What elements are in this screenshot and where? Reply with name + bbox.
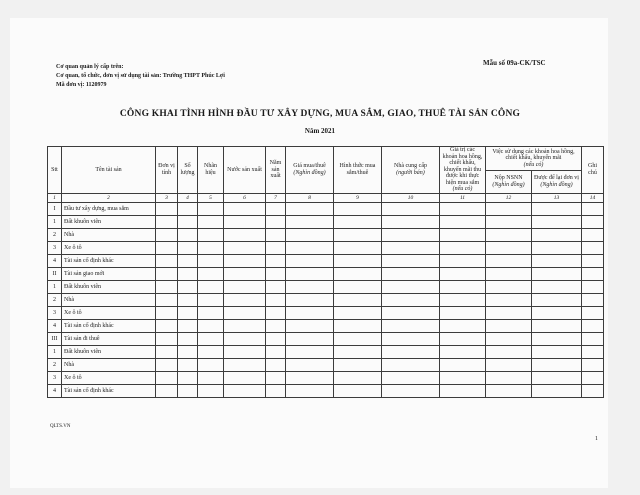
empty-cell: [224, 280, 266, 293]
empty-cell: [334, 358, 382, 371]
empty-cell: [224, 345, 266, 358]
empty-cell: [198, 215, 224, 228]
empty-cell: [156, 306, 178, 319]
row-asset-name: Nhà: [62, 358, 156, 371]
empty-cell: [440, 202, 486, 215]
empty-cell: [486, 254, 532, 267]
row-stt: II: [48, 267, 62, 280]
table-row: [48, 280, 604, 293]
empty-cell: [266, 371, 286, 384]
empty-cell: [178, 267, 198, 280]
empty-cell: [532, 215, 582, 228]
empty-cell: [198, 241, 224, 254]
empty-cell: [382, 319, 440, 332]
empty-cell: [198, 293, 224, 306]
empty-cell: [532, 319, 582, 332]
col-keep-unit: (Nghìn đồng): [540, 181, 573, 188]
empty-cell: [440, 241, 486, 254]
empty-cell: [286, 319, 334, 332]
empty-cell: [532, 358, 582, 371]
col-price: [286, 147, 334, 194]
col-country: Nước sản xuất: [224, 147, 266, 194]
empty-cell: [440, 332, 486, 345]
empty-cell: [266, 306, 286, 319]
empty-cell: [286, 371, 334, 384]
empty-cell: [440, 215, 486, 228]
empty-cell: [224, 319, 266, 332]
empty-cell: [486, 332, 532, 345]
empty-cell: [156, 345, 178, 358]
empty-cell: [198, 306, 224, 319]
empty-cell: [266, 254, 286, 267]
empty-cell: [156, 228, 178, 241]
empty-cell: [156, 215, 178, 228]
column-number: 3: [156, 193, 178, 202]
table-row: [48, 332, 604, 345]
empty-cell: [440, 280, 486, 293]
empty-cell: [582, 384, 604, 397]
empty-cell: [382, 293, 440, 306]
row-stt: 3: [48, 371, 62, 384]
empty-cell: [486, 241, 532, 254]
column-number: 8: [286, 193, 334, 202]
empty-cell: [198, 345, 224, 358]
empty-cell: [486, 280, 532, 293]
empty-cell: [224, 228, 266, 241]
page-number: 1: [595, 436, 598, 442]
table-row: [48, 215, 604, 228]
empty-cell: [198, 202, 224, 215]
empty-cell: [266, 293, 286, 306]
row-asset-name: Tài sản cố định khác: [62, 254, 156, 267]
empty-cell: [266, 280, 286, 293]
empty-cell: [382, 228, 440, 241]
col-nsnn: [486, 170, 532, 193]
empty-cell: [224, 384, 266, 397]
empty-cell: [286, 254, 334, 267]
empty-cell: [178, 293, 198, 306]
empty-cell: [286, 241, 334, 254]
empty-cell: [440, 384, 486, 397]
row-asset-name: Đất khuôn viên: [62, 280, 156, 293]
empty-cell: [286, 228, 334, 241]
col-supplier-note: (người bán): [396, 169, 425, 176]
empty-cell: [178, 358, 198, 371]
empty-cell: [382, 332, 440, 345]
empty-cell: [532, 202, 582, 215]
table-row: [48, 306, 604, 319]
document-title: CÔNG KHAI TÌNH HÌNH ĐẦU TƯ XÂY DỰNG, MUA SẮM, GIAO, THUÊ TÀI SẢN CÔNG: [119, 109, 521, 119]
table-row: [48, 371, 604, 384]
empty-cell: [440, 319, 486, 332]
empty-cell: [178, 202, 198, 215]
empty-cell: [198, 371, 224, 384]
empty-cell: [286, 306, 334, 319]
row-asset-name: Nhà: [62, 293, 156, 306]
empty-cell: [334, 202, 382, 215]
col-value-note: (nếu có): [452, 186, 473, 192]
row-stt: I: [48, 202, 62, 215]
empty-cell: [382, 267, 440, 280]
empty-cell: [198, 384, 224, 397]
empty-cell: [178, 280, 198, 293]
col-method: Hình thức mua sắm/thuê: [334, 147, 382, 194]
parent-agency-line: Cơ quan quản lý cấp trên:: [56, 64, 124, 70]
empty-cell: [582, 345, 604, 358]
empty-cell: [178, 254, 198, 267]
col-value: [440, 147, 486, 194]
empty-cell: [582, 228, 604, 241]
row-stt: 1: [48, 215, 62, 228]
column-number: 6: [224, 193, 266, 202]
row-asset-name: Đầu tư xây dựng, mua sắm: [62, 202, 156, 215]
table-body: [48, 193, 604, 397]
empty-cell: [582, 293, 604, 306]
empty-cell: [178, 345, 198, 358]
empty-cell: [286, 202, 334, 215]
row-asset-name: Xe ô tô: [62, 241, 156, 254]
col-brand: Nhãn hiệu: [198, 147, 224, 194]
empty-cell: [156, 332, 178, 345]
empty-cell: [198, 358, 224, 371]
empty-cell: [224, 293, 266, 306]
row-stt: III: [48, 332, 62, 345]
row-stt: 4: [48, 254, 62, 267]
empty-cell: [382, 202, 440, 215]
row-asset-name: Tài sản cố định khác: [62, 319, 156, 332]
empty-cell: [198, 332, 224, 345]
empty-cell: [486, 319, 532, 332]
empty-cell: [178, 319, 198, 332]
col-unit: Đơn vị tính: [156, 147, 178, 194]
empty-cell: [582, 319, 604, 332]
empty-cell: [532, 280, 582, 293]
empty-cell: [532, 371, 582, 384]
empty-cell: [334, 241, 382, 254]
empty-cell: [266, 319, 286, 332]
empty-cell: [224, 215, 266, 228]
col-price-label: Giá mua/thuê: [293, 163, 326, 170]
empty-cell: [486, 215, 532, 228]
empty-cell: [266, 215, 286, 228]
empty-cell: [266, 358, 286, 371]
table-row: [48, 384, 604, 397]
empty-cell: [382, 215, 440, 228]
empty-cell: [582, 267, 604, 280]
empty-cell: [334, 228, 382, 241]
empty-cell: [440, 306, 486, 319]
column-number: 13: [532, 193, 582, 202]
empty-cell: [582, 254, 604, 267]
empty-cell: [156, 280, 178, 293]
table-row: [48, 254, 604, 267]
empty-cell: [286, 293, 334, 306]
col-nsnn-label: Nộp NSNN: [494, 175, 523, 181]
empty-cell: [486, 384, 532, 397]
empty-cell: [156, 202, 178, 215]
empty-cell: [178, 332, 198, 345]
empty-cell: [224, 332, 266, 345]
empty-cell: [582, 332, 604, 345]
empty-cell: [532, 228, 582, 241]
column-number: 14: [582, 193, 604, 202]
empty-cell: [156, 371, 178, 384]
document-year: Năm 2021: [304, 127, 336, 135]
empty-cell: [334, 293, 382, 306]
empty-cell: [486, 371, 532, 384]
empty-cell: [224, 254, 266, 267]
empty-cell: [178, 371, 198, 384]
column-number: 2: [62, 193, 156, 202]
col-stt: Stt: [48, 147, 62, 194]
empty-cell: [266, 202, 286, 215]
row-stt: 1: [48, 280, 62, 293]
asset-table: [47, 146, 604, 398]
empty-cell: [286, 280, 334, 293]
col-price-unit: (Nghìn đồng): [293, 169, 326, 176]
empty-cell: [286, 358, 334, 371]
empty-cell: [440, 358, 486, 371]
empty-cell: [178, 384, 198, 397]
empty-cell: [382, 254, 440, 267]
col-supplier: [382, 147, 440, 194]
row-stt: 1: [48, 345, 62, 358]
col-usage: [486, 147, 582, 171]
empty-cell: [334, 254, 382, 267]
empty-cell: [486, 228, 532, 241]
empty-cell: [582, 371, 604, 384]
empty-cell: [486, 345, 532, 358]
col-name: Tên tài sản: [62, 147, 156, 194]
row-asset-name: Đất khuôn viên: [62, 345, 156, 358]
column-number: 4: [178, 193, 198, 202]
empty-cell: [334, 345, 382, 358]
table-row: [48, 202, 604, 215]
empty-cell: [582, 306, 604, 319]
empty-cell: [334, 371, 382, 384]
row-asset-name: Tài sản đi thuê: [62, 332, 156, 345]
col-keep: [532, 170, 582, 193]
empty-cell: [440, 228, 486, 241]
empty-cell: [178, 241, 198, 254]
empty-cell: [486, 358, 532, 371]
empty-cell: [266, 241, 286, 254]
empty-cell: [486, 267, 532, 280]
empty-cell: [334, 267, 382, 280]
empty-cell: [198, 280, 224, 293]
empty-cell: [382, 306, 440, 319]
empty-cell: [224, 267, 266, 280]
table-row: [48, 345, 604, 358]
empty-cell: [334, 280, 382, 293]
col-note: Ghi chú: [582, 147, 604, 194]
row-stt: 4: [48, 319, 62, 332]
empty-cell: [156, 241, 178, 254]
empty-cell: [382, 371, 440, 384]
row-stt: 4: [48, 384, 62, 397]
row-asset-name: Tài sản giao mới: [62, 267, 156, 280]
empty-cell: [582, 215, 604, 228]
empty-cell: [382, 384, 440, 397]
empty-cell: [334, 319, 382, 332]
empty-cell: [440, 345, 486, 358]
empty-cell: [382, 358, 440, 371]
empty-cell: [382, 345, 440, 358]
empty-cell: [156, 267, 178, 280]
empty-cell: [532, 267, 582, 280]
empty-cell: [286, 332, 334, 345]
column-number: 9: [334, 193, 382, 202]
empty-cell: [532, 384, 582, 397]
empty-cell: [440, 371, 486, 384]
empty-cell: [266, 228, 286, 241]
empty-cell: [286, 384, 334, 397]
empty-cell: [266, 384, 286, 397]
col-usage-note: (nếu có): [523, 161, 544, 168]
empty-cell: [224, 371, 266, 384]
empty-cell: [440, 267, 486, 280]
column-number: 1: [48, 193, 62, 202]
empty-cell: [198, 254, 224, 267]
row-stt: 2: [48, 228, 62, 241]
empty-cell: [582, 358, 604, 371]
empty-cell: [334, 215, 382, 228]
empty-cell: [178, 228, 198, 241]
table-row: [48, 358, 604, 371]
column-number-row: [48, 193, 604, 202]
table-row: [48, 267, 604, 280]
table-row: [48, 293, 604, 306]
column-number: 10: [382, 193, 440, 202]
row-stt: 3: [48, 241, 62, 254]
empty-cell: [178, 215, 198, 228]
empty-cell: [266, 267, 286, 280]
empty-cell: [156, 358, 178, 371]
form-code: Mẫu số 09a-CK/TSC: [483, 59, 546, 67]
column-number: 11: [440, 193, 486, 202]
empty-cell: [224, 306, 266, 319]
table-header-row: [48, 147, 604, 171]
empty-cell: [532, 345, 582, 358]
table-row: [48, 241, 604, 254]
empty-cell: [266, 332, 286, 345]
footer-source: QLTS.VN: [50, 424, 71, 429]
row-asset-name: Nhà: [62, 228, 156, 241]
col-usage-label: Việc sử dụng các khoản hoa hồng, chiết khấu, khuyến mãi: [492, 148, 575, 161]
agency-line: Cơ quan, tổ chức, đơn vị sử dụng tài sản: Trường THPT Phúc Lợi: [56, 73, 225, 79]
empty-cell: [334, 332, 382, 345]
column-number: 12: [486, 193, 532, 202]
empty-cell: [224, 202, 266, 215]
row-stt: 2: [48, 293, 62, 306]
empty-cell: [156, 384, 178, 397]
empty-cell: [486, 293, 532, 306]
col-year: Năm sản xuất: [266, 147, 286, 194]
unit-code-line: Mã đơn vị: 1120979: [56, 82, 107, 88]
table-row: [48, 319, 604, 332]
col-nsnn-unit: (Nghìn đồng): [492, 181, 525, 188]
empty-cell: [156, 293, 178, 306]
column-number: 7: [266, 193, 286, 202]
empty-cell: [486, 202, 532, 215]
row-asset-name: Tài sản cố định khác: [62, 384, 156, 397]
empty-cell: [224, 358, 266, 371]
empty-cell: [198, 319, 224, 332]
col-value-label: Giá trị các khoản hoa hồng, chiết khấu, khuyến mãi thu được khi thực hiện mua sắm: [442, 147, 483, 186]
empty-cell: [582, 202, 604, 215]
row-stt: 3: [48, 306, 62, 319]
empty-cell: [156, 319, 178, 332]
col-supplier-label: Nhà cung cấp: [394, 163, 427, 170]
empty-cell: [382, 241, 440, 254]
row-asset-name: Đất khuôn viên: [62, 215, 156, 228]
col-keep-label: Được để lại đơn vị: [534, 175, 579, 181]
empty-cell: [382, 280, 440, 293]
empty-cell: [440, 293, 486, 306]
empty-cell: [286, 267, 334, 280]
row-asset-name: Xe ô tô: [62, 371, 156, 384]
empty-cell: [178, 306, 198, 319]
row-stt: 2: [48, 358, 62, 371]
col-qty: Số lượng: [178, 147, 198, 194]
empty-cell: [582, 280, 604, 293]
empty-cell: [532, 241, 582, 254]
empty-cell: [156, 254, 178, 267]
table-row: [48, 228, 604, 241]
empty-cell: [198, 267, 224, 280]
empty-cell: [334, 306, 382, 319]
empty-cell: [286, 345, 334, 358]
empty-cell: [582, 241, 604, 254]
empty-cell: [532, 293, 582, 306]
empty-cell: [532, 254, 582, 267]
empty-cell: [224, 241, 266, 254]
empty-cell: [286, 215, 334, 228]
column-number: 5: [198, 193, 224, 202]
row-asset-name: Xe ô tô: [62, 306, 156, 319]
empty-cell: [486, 306, 532, 319]
empty-cell: [266, 345, 286, 358]
empty-cell: [334, 384, 382, 397]
empty-cell: [532, 306, 582, 319]
empty-cell: [440, 254, 486, 267]
empty-cell: [532, 332, 582, 345]
empty-cell: [198, 228, 224, 241]
